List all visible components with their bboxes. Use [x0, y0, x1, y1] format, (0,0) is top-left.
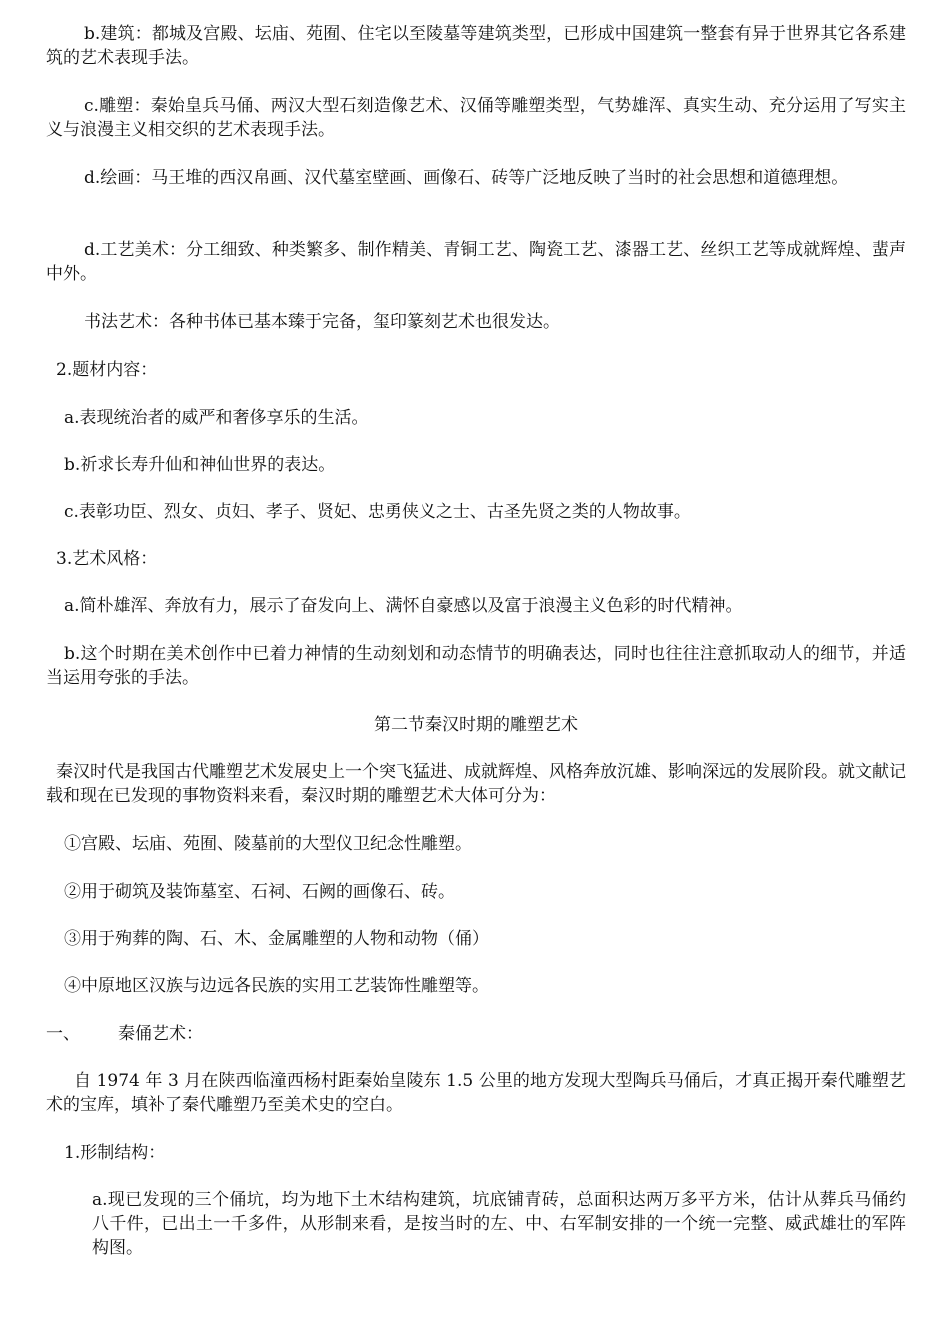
- list-item-subject-a: a.表现统治者的威严和奢侈享乐的生活。: [64, 408, 369, 428]
- paragraph-painting: d.绘画：马王堆的西汉帛画、汉代墓室壁画、画像石、砖等广泛地反映了当时的社会思想和道德理想。: [84, 168, 849, 188]
- list-item-style-b: b.这个时期在美术创作中已着力神情的生动刻划和动态情节的明确表达，同时也往往注意抓取动人的细节，并适当运用夸张的手法。: [46, 644, 906, 688]
- paragraph-calligraphy: 书法艺术：各种书体已基本臻于完备，玺印篆刻艺术也很发达。: [84, 312, 560, 332]
- list-item-category-4: ④中原地区汉族与边远各民族的实用工艺装饰性雕塑等。: [64, 976, 489, 996]
- list-item-subject-b: b.祈求长寿升仙和神仙世界的表达。: [64, 455, 336, 475]
- heading-number: 一、: [46, 1024, 80, 1044]
- subheading-art-style: 3.艺术风格：: [56, 549, 158, 569]
- list-item-subject-c: c.表彰功臣、烈女、贞妇、孝子、贤妃、忠勇侠义之士、古圣先贤之类的人物故事。: [64, 502, 691, 522]
- paragraph-qin-han-intro: 秦汉时代是我国古代雕塑艺术发展史上一个突飞猛进、成就辉煌、风格奔放沉雄、影响深远的发展阶段。就文献记载和现在已发现的事物资料来看，秦汉时期的雕塑艺术大体可分为：: [46, 762, 906, 806]
- paragraph-crafts: d.工艺美术：分工细致、种类繁多、制作精美、青铜工艺、陶瓷工艺、漆器工艺、丝织工艺等成就辉煌、蜚声中外。: [46, 240, 906, 284]
- paragraph-pits-description: a.现已发现的三个俑坑，均为地下土木结构建筑，坑底铺青砖，总面积达两万多平方米，估计从葬兵马俑约八千件，已出土一千多件，从形制来看，是按当时的左、中、右军制安排的一个统一完整、威武雄壮的军阵构图。: [92, 1190, 906, 1258]
- heading-text: 秦俑艺术：: [118, 1024, 203, 1044]
- section-title: 第二节秦汉时期的雕塑艺术: [374, 715, 578, 735]
- list-item-category-1: ①宫殿、坛庙、苑囿、陵墓前的大型仪卫纪念性雕塑。: [64, 834, 472, 854]
- subheading-form-structure: 1.形制结构：: [64, 1143, 166, 1163]
- paragraph-sculpture: c.雕塑：秦始皇兵马俑、两汉大型石刻造像艺术、汉俑等雕塑类型，气势雄浑、真实生动、充分运用了写实主义与浪漫主义相交织的艺术表现手法。: [46, 96, 906, 140]
- heading-qin-terracotta: [46, 1022, 906, 1046]
- list-item-style-a: a.简朴雄浑、奔放有力，展示了奋发向上、满怀自豪感以及富于浪漫主义色彩的时代精神。: [64, 596, 743, 616]
- list-item-category-3: ③用于殉葬的陶、石、木、金属雕塑的人物和动物（俑）: [64, 929, 489, 949]
- list-item-category-2: ②用于砌筑及装饰墓室、石祠、石阙的画像石、砖。: [64, 882, 455, 902]
- paragraph-architecture: b.建筑：都城及宫殿、坛庙、苑囿、住宅以至陵墓等建筑类型，已形成中国建筑一整套有异于世界其它各系建筑的艺术表现手法。: [46, 24, 906, 68]
- subheading-subject-matter: 2.题材内容：: [56, 360, 158, 380]
- paragraph-terracotta-discovery: 自 1974 年 3 月在陕西临潼西杨村距秦始皇陵东 1.5 公里的地方发现大型陶兵马俑后，才真正揭开秦代雕塑艺术的宝库，填补了秦代雕塑乃至美术史的空白。: [46, 1071, 906, 1115]
